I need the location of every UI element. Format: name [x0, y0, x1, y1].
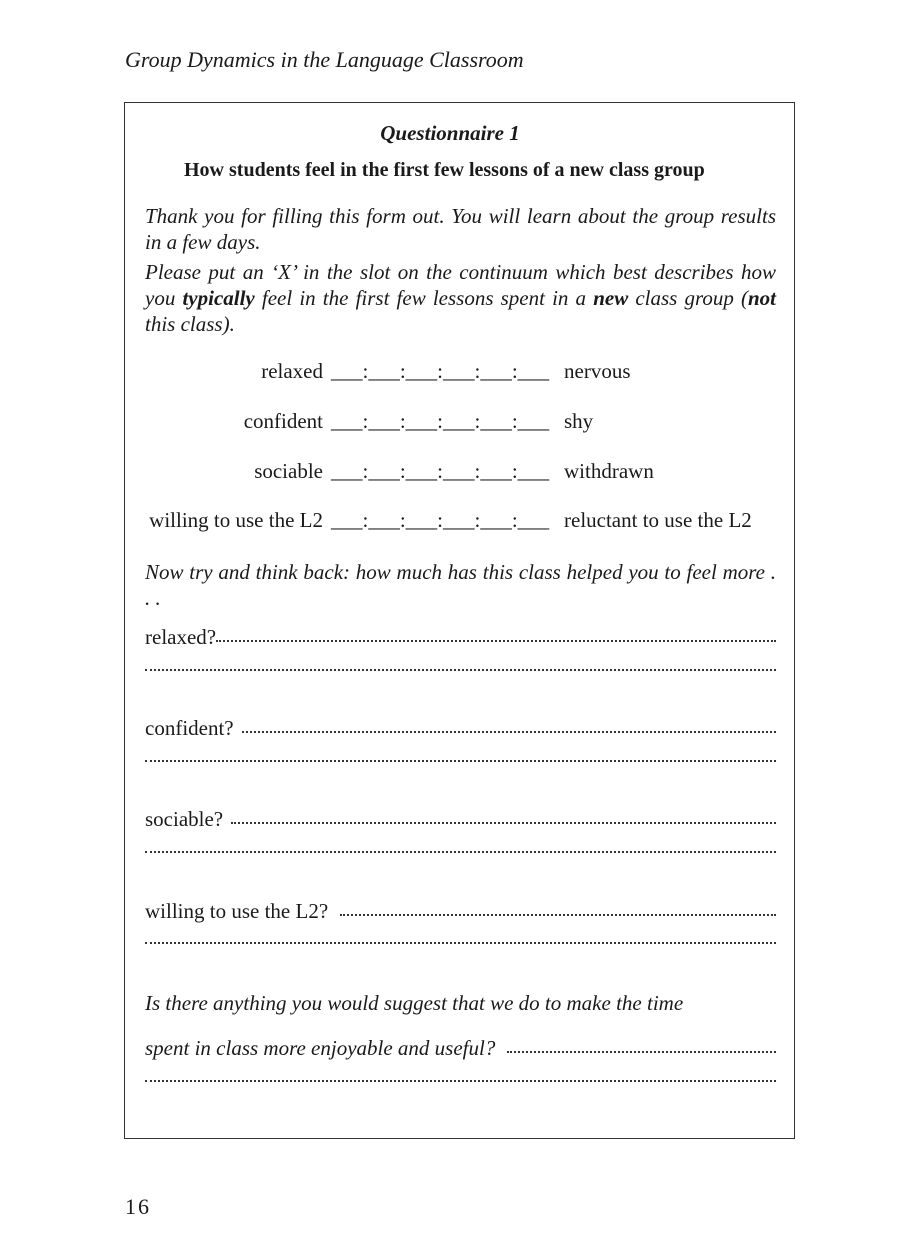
answer-label: relaxed?: [145, 625, 217, 649]
answer-line-sociable[interactable]: [145, 807, 776, 835]
dotted-rule: [145, 1080, 776, 1082]
scale-right-label: nervous: [564, 359, 631, 383]
suggestion-prompt: Is there anything you would suggest that we do to make the time: [145, 991, 684, 1015]
dotted-rule: [340, 914, 776, 916]
dotted-rule: [145, 851, 776, 853]
dotted-rule: [216, 640, 776, 642]
dotted-rule: [507, 1051, 776, 1053]
answer-line-blank[interactable]: [145, 762, 776, 790]
scale-left-label: willing to use the L2: [149, 508, 323, 532]
scale-row-relaxed: [0, 359, 900, 387]
emphasis-typically: typically: [182, 286, 255, 310]
answer-line-confident[interactable]: [145, 716, 776, 744]
dotted-rule: [145, 669, 776, 671]
scale-left-label: relaxed: [261, 359, 323, 383]
scale-row-willing: [0, 508, 900, 536]
instruction-text: Please put an ‘X’ in the slot on the continuum which best describes how you: [145, 260, 776, 310]
dotted-rule: [242, 731, 776, 733]
scale-right-label: reluctant to use the L2: [564, 508, 752, 532]
answer-line-blank[interactable]: [145, 671, 776, 699]
reflect-prompt: Now try and think back: how much has this class helped you to feel more . . .: [145, 560, 776, 610]
answer-label: confident?: [145, 716, 234, 740]
scale-slots[interactable]: ___:___:___:___:___:___: [331, 459, 550, 483]
answer-line-suggestion[interactable]: [145, 1036, 776, 1064]
answer-line-blank[interactable]: [145, 944, 776, 972]
running-head: Group Dynamics in the Language Classroom: [125, 47, 524, 72]
scale-right-label: withdrawn: [564, 459, 654, 483]
scale-slots[interactable]: ___:___:___:___:___:___: [331, 508, 550, 532]
questionnaire-subtitle: How students feel in the first few lessons of a new class group: [184, 159, 705, 181]
intro-paragraph: Thank you for filling this form out. You will learn about the group results in a few days.: [145, 204, 776, 254]
instruction-text: class group (: [628, 286, 748, 310]
questionnaire-frame: [124, 102, 795, 1139]
answer-line-relaxed[interactable]: [145, 625, 776, 653]
scale-slots[interactable]: ___:___:___:___:___:___: [331, 409, 550, 433]
answer-line-blank[interactable]: [145, 1082, 776, 1110]
scale-row-sociable: [0, 459, 900, 487]
scale-left-label: sociable: [254, 459, 323, 483]
scale-row-confident: [0, 409, 900, 437]
emphasis-not: not: [747, 286, 776, 310]
dotted-rule: [145, 942, 776, 944]
emphasis-new: new: [593, 286, 629, 310]
scale-right-label: shy: [564, 409, 594, 433]
answer-label: sociable?: [145, 807, 224, 831]
dotted-rule: [145, 760, 776, 762]
scale-slots[interactable]: ___:___:___:___:___:___: [331, 359, 550, 383]
instruction-text: feel in the first few lessons spent in a: [254, 286, 594, 310]
scale-left-label: confident: [243, 409, 323, 433]
dotted-rule: [231, 822, 776, 824]
instruction-text: this class).: [145, 312, 235, 336]
questionnaire-title: Questionnaire 1: [380, 121, 520, 145]
instruction-paragraph: [145, 259, 776, 337]
answer-line-willing[interactable]: [145, 899, 776, 927]
answer-line-blank[interactable]: [145, 853, 776, 881]
page-number: 16: [125, 1194, 151, 1219]
answer-label: spent in class more enjoyable and useful?: [145, 1036, 496, 1060]
answer-label: willing to use the L2?: [145, 899, 329, 923]
